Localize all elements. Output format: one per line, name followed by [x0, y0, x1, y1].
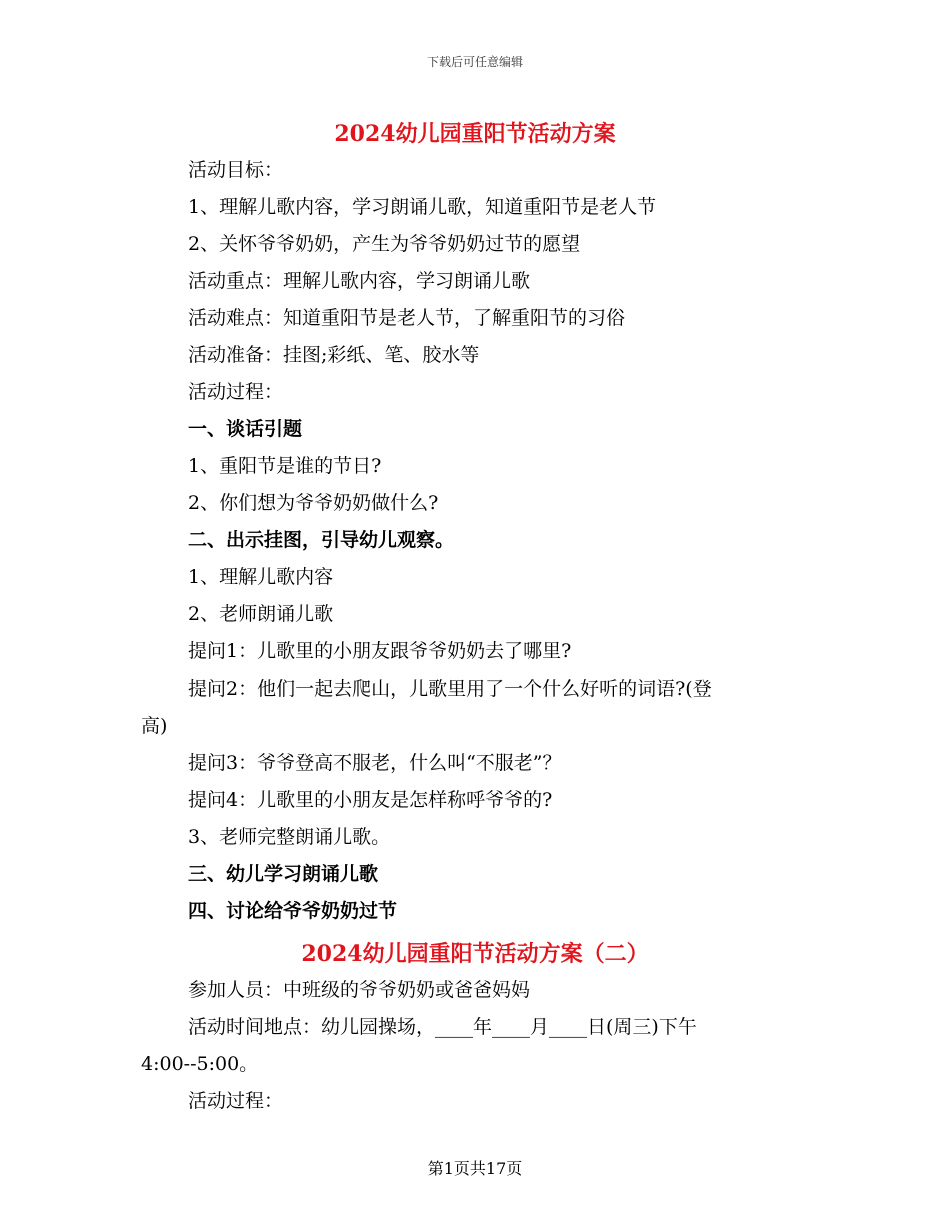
paragraph-line: 1、重阳节是谁的节日?	[188, 455, 382, 477]
paragraph-line-continuation: 4:00--5:00。	[141, 1053, 259, 1075]
paragraph-line-continuation: 高)	[141, 715, 168, 737]
header-note: 下载后可任意编辑	[426, 55, 523, 69]
paragraph-line: 3、老师完整朗诵儿歌。	[188, 826, 391, 848]
section-heading: 三、幼儿学习朗诵儿歌	[188, 863, 379, 885]
section-heading: 四、讨论给爷爷奶奶过节	[188, 900, 398, 922]
paragraph-line: 1、理解儿歌内容	[188, 566, 334, 588]
paragraph-line: 提问2：他们一起去爬山，儿歌里用了一个什么好听的词语?(登	[188, 678, 712, 700]
document-title: 2024幼儿园重阳节活动方案	[334, 121, 616, 147]
paragraph-line: 提问1：儿歌里的小朋友跟爷爷奶奶去了哪里?	[188, 640, 572, 662]
paragraph-line: 1、理解儿歌内容，学习朗诵儿歌，知道重阳节是老人节	[188, 196, 657, 218]
paragraph-line: 活动准备：挂图;彩纸、笔、胶水等	[188, 344, 480, 366]
page-number-footer: 第1页共17页	[427, 1159, 523, 1178]
section-heading: 二、出示挂图，引导幼儿观察。	[188, 529, 455, 551]
section-heading: 一、谈话引题	[188, 418, 303, 440]
paragraph-line: 2、你们想为爷爷奶奶做什么?	[188, 492, 439, 514]
paragraph-line: 提问3：爷爷登高不服老，什么叫“不服老”？	[188, 752, 562, 774]
paragraph-line: 活动时间地点：幼儿园操场，____年____月____日(周三)下午	[188, 1016, 697, 1038]
paragraph-line: 活动目标：	[188, 159, 284, 181]
paragraph-line: 活动过程：	[188, 1090, 284, 1112]
paragraph-line: 活动难点：知道重阳节是老人节，了解重阳节的习俗	[188, 307, 626, 329]
paragraph-line: 2、关怀爷爷奶奶，产生为爷爷奶奶过节的愿望	[188, 233, 581, 255]
document-subtitle: 2024幼儿园重阳节活动方案（二）	[301, 941, 649, 967]
paragraph-line: 活动过程：	[188, 381, 284, 403]
paragraph-line: 活动重点：理解儿歌内容，学习朗诵儿歌	[188, 270, 531, 292]
paragraph-line: 2、老师朗诵儿歌	[188, 603, 334, 625]
paragraph-line: 参加人员：中班级的爷爷奶奶或爸爸妈妈	[188, 979, 531, 1001]
paragraph-line: 提问4：儿歌里的小朋友是怎样称呼爷爷的?	[188, 789, 553, 811]
